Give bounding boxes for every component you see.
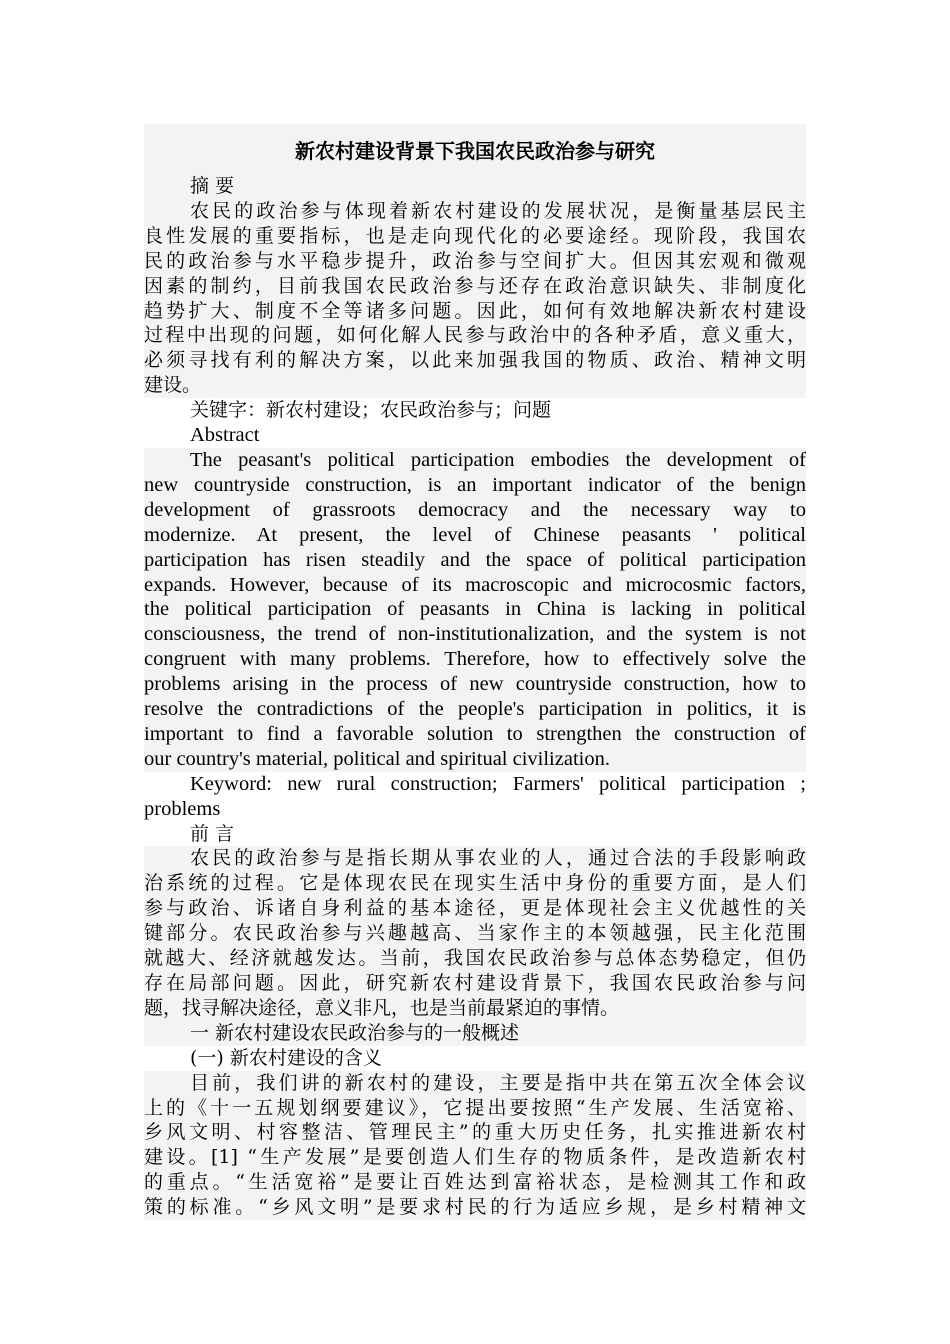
paragraph-line: 策的标准。“乡风文明”是要求村民的行为适应乡规，是乡村精神文 [144, 1196, 806, 1219]
paragraph-line: congruent with many problems. Therefore, how to effectively solve the [144, 648, 806, 671]
paragraph-line: consciousness, the trend of non-institutionalization, and the system is not [144, 623, 806, 646]
paragraph-line: problems arising in the process of new countryside construction, how to [144, 673, 806, 696]
abstract-heading: 摘 要 [144, 174, 806, 199]
paragraph-line: resolve the contradictions of the people's participation in politics, it is [144, 698, 806, 721]
paragraph-line: 建设。 [144, 373, 806, 398]
paragraph-line: Keyword: new rural construction; Farmers' political participation ; [190, 772, 806, 795]
abstract-paragraph [144, 199, 806, 398]
paragraph-line: 就越大、经济就越发达。当前，我国农民政治参与总体态势稳定，但仍 [144, 947, 806, 970]
paragraph-line: development of grassroots democracy and the necessary way to [144, 498, 806, 521]
paragraph-line: our country's material, political and spiritual civilization. [144, 747, 806, 772]
paragraph-line: 目前，我们讲的新农村的建设，主要是指中共在第五次全体会议 [144, 1071, 806, 1096]
paragraph-line: 过程中出现的问题，如何化解人民参与政治中的各种矛盾，意义重大， [144, 324, 806, 347]
paragraph-line: expands. However, because of its macroscopic and microcosmic factors, [144, 573, 806, 596]
paragraph-line: 必须寻找有利的解决方案，以此来加强我国的物质、政治、精神文明 [144, 349, 806, 372]
paragraph-line: modernize. At present, the level of Chinese peasants ' political [144, 523, 806, 546]
paragraph-line: 的重点。“生活宽裕”是要让百姓达到富裕状态，是检测其工作和政 [144, 1171, 806, 1194]
paragraph-line: 治系统的过程。它是体现农民在现实生活中身份的重要方面，是人们 [144, 872, 806, 895]
paragraph-line: new countryside construction, is an important indicator of the benign [144, 473, 806, 496]
paragraph-line: The peasant's political participation embodies the development of [144, 448, 806, 473]
paragraph-line: 因素的制约，目前我国农民政治参与还存在政治意识缺失、非制度化 [144, 274, 806, 297]
abstract-en-heading: Abstract [190, 424, 260, 447]
paragraph-line: 趋势扩大、制度不全等诸多问题。因此，如何有效地解决新农村建设 [144, 299, 806, 322]
keywords-en [144, 772, 806, 822]
paragraph-line: 题，找寻解决途径，意义非凡，也是当前最紧迫的事情。 [144, 996, 806, 1021]
page-title: 新农村建设背景下我国农民政治参与研究 [144, 124, 806, 174]
keywords-cn: 关键字：新农村建设；农民政治参与；问题 [190, 399, 552, 422]
preface-heading: 前 言 [190, 822, 235, 845]
section-heading: 一 新农村建设农民政治参与的一般概述 [144, 1021, 806, 1046]
paragraph-line: problems [144, 797, 221, 820]
paragraph-line: 建设。[1] “生产发展”是要创造人们生存的物质条件，是改造新农村 [144, 1146, 806, 1169]
paragraph-line: the political participation of peasants in China is lacking in political [144, 598, 806, 621]
paragraph-line: 农民的政治参与体现着新农村建设的发展状况，是衡量基层民主 [144, 199, 806, 224]
preface-paragraph [144, 846, 806, 1020]
paragraph-line: participation has risen steadily and the space of political participation [144, 548, 806, 571]
paragraph-line: important to find a favorable solution to strengthen the construction of [144, 722, 806, 745]
paragraph-line: 农民的政治参与是指长期从事农业的人，通过合法的手段影响政 [144, 846, 806, 871]
section-paragraph [144, 1071, 806, 1220]
subsection-heading: (一) 新农村建设的含义 [190, 1046, 382, 1069]
paragraph-line: 乡风文明、村容整洁、管理民主”的重大历史任务，扎实推进新农村 [144, 1121, 806, 1144]
document-body [144, 124, 806, 1220]
paragraph-line: 键部分。农民政治参与兴趣越高、当家作主的本领越强，民主化范围 [144, 922, 806, 945]
paragraph-line: 民的政治参与水平稳步提升，政治参与空间扩大。但因其宏观和微观 [144, 249, 806, 272]
paragraph-line: 参与政治、诉诸自身利益的基本途径，更是体现社会主义优越性的关 [144, 897, 806, 920]
paragraph-line: 良性发展的重要指标，也是走向现代化的必要途经。现阶段，我国农 [144, 224, 806, 247]
paragraph-line: 存在局部问题。因此，研究新农村建设背景下，我国农民政治参与问 [144, 972, 806, 994]
abstract-en-paragraph [144, 448, 806, 772]
paragraph-line: 上的《十一五规划纲要建议》，它提出要按照“生产发展、生活宽裕、 [144, 1096, 806, 1119]
